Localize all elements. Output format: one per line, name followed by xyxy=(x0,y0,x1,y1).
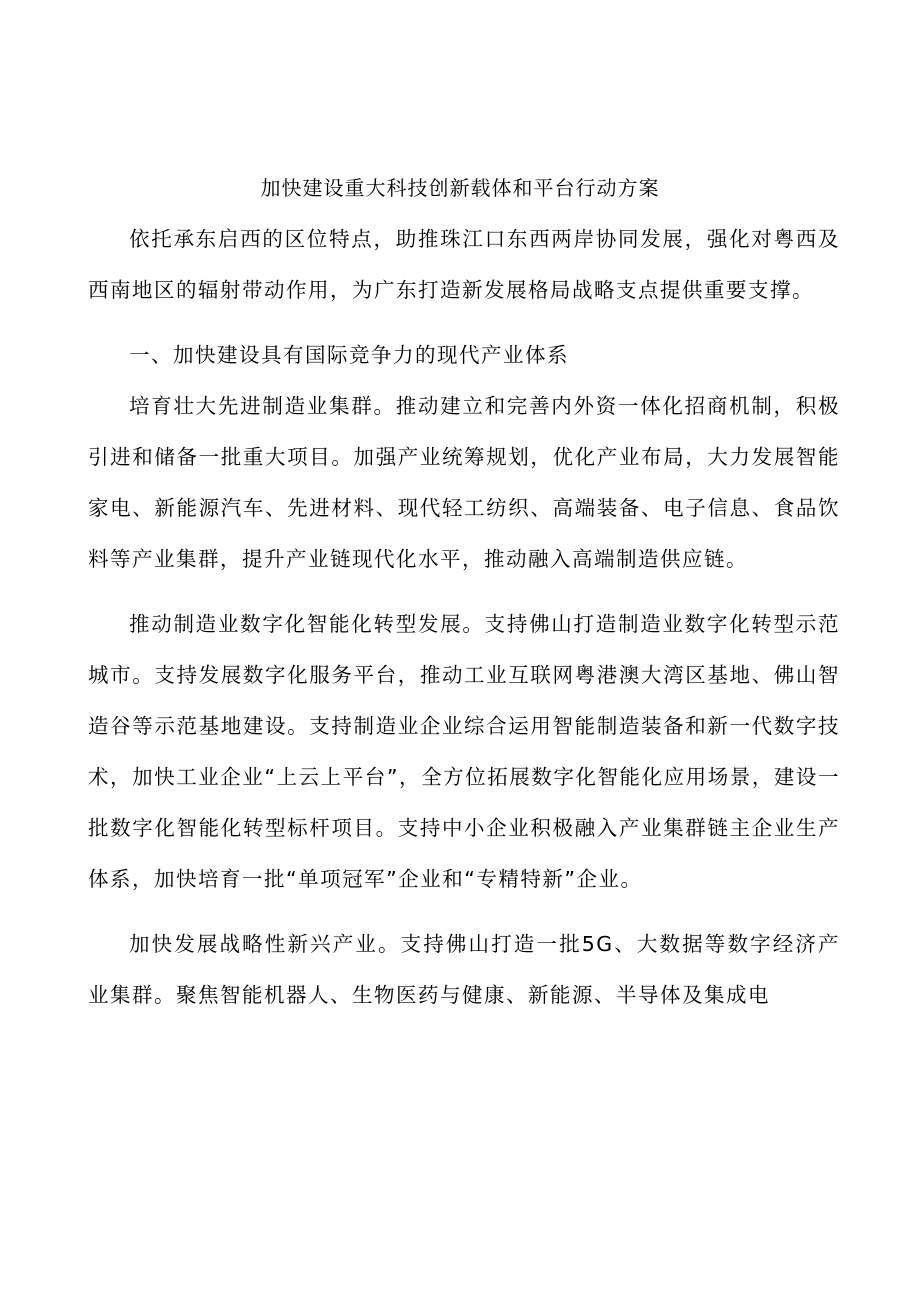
paragraph-manufacturing-clusters: 培育壮大先进制造业集群。推动建立和完善内外资一体化招商机制，积极引进和储备一批重大项目。加强产业统筹规划，优化产业布局，大力发展智能家电、新能源汽车、先进材料、现代轻工纺织、高端装备、电子信息、食品饮料等产业集群，提升产业链现代化水平，推动融入高端制造供应链。 xyxy=(88,394,840,571)
document-body xyxy=(88,214,840,1021)
paragraph-emerging-industries: 加快发展战略性新兴产业。支持佛山打造一批5G、大数据等数字经济产业集群。聚焦智能机器人、生物医药与健康、新能源、半导体及集成电 xyxy=(88,932,840,1007)
paragraph-digital-transformation: 推动制造业数字化智能化转型发展。支持佛山打造制造业数字化转型示范城市。支持发展数字化服务平台，推动工业互联网粤港澳大湾区基地、佛山智造谷等示范基地建设。支持制造业企业综合运用智能制造装备和新一代数字技术，加快工业企业“上云上平台”，全方位拓展数字化智能化应用场景，建设一批数字化智能化转型标杆项目。支持中小企业积极融入产业集群链主企业生产体系，加快培育一批“单项冠军”企业和“专精特新”企业。 xyxy=(88,612,840,891)
document-title: 加快建设重大科技创新载体和平台行动方案 xyxy=(260,176,660,200)
paragraph-spacer xyxy=(88,316,840,330)
paragraph-intro: 依托承东启西的区位特点，助推珠江口东西两岸协同发展，强化对粤西及西南地区的辐射带动作用，为广东打造新发展格局战略支点提供重要支撑。 xyxy=(88,227,840,302)
section-heading: 一、加快建设具有国际竞争力的现代产业体系 xyxy=(129,343,569,367)
paragraph-spacer xyxy=(88,905,840,919)
paragraph-spacer xyxy=(88,585,840,599)
